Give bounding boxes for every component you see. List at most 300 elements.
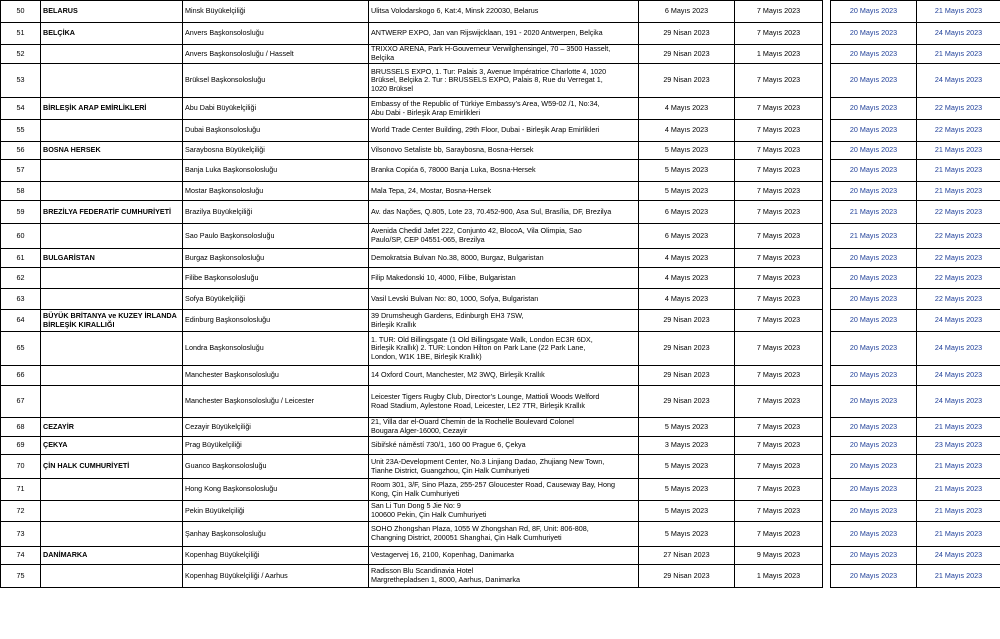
table-row bbox=[1, 201, 1000, 224]
date-cell-4: 21 Mayıs 2023 bbox=[917, 455, 1000, 479]
date-cell-3: 20 Mayıs 2023 bbox=[831, 182, 917, 201]
address-cell bbox=[369, 289, 639, 310]
spacer-cell bbox=[823, 98, 831, 120]
spacer-cell bbox=[823, 268, 831, 289]
spacer-cell bbox=[823, 310, 831, 332]
address-line: Mala Tepa, 24, Mostar, Bosna-Hersek bbox=[371, 185, 492, 195]
mission-cell: Brüksel Başkonsolosluğu bbox=[183, 64, 369, 98]
table-row bbox=[1, 249, 1000, 268]
start-date-cell: 29 Nisan 2023 bbox=[639, 45, 735, 64]
address-cell bbox=[369, 201, 639, 224]
table-row bbox=[1, 455, 1000, 479]
mission-cell: Şanhay Başkonsolosluğu bbox=[183, 522, 369, 547]
end-date-cell: 7 Mayıs 2023 bbox=[735, 332, 823, 366]
row-number-cell: 67 bbox=[1, 386, 41, 418]
address-line: Changning District, 200051 Shanghai, Çin Halk Cumhuriyeti bbox=[371, 533, 562, 542]
date-cell-3: 20 Mayıs 2023 bbox=[831, 45, 917, 64]
address-line: Embassy of the Republic of Türkiye Embassy’s Area, W59-02 /1, No:34, bbox=[371, 98, 600, 108]
address-cell bbox=[369, 142, 639, 160]
date-cell-3: 20 Mayıs 2023 bbox=[831, 565, 917, 588]
address-line: BRUSSELS EXPO, 1. Tur: Palais 3, Avenue Impératrice Charlotte 4, 1020 bbox=[371, 66, 607, 76]
address-line: SOHO Zhongshan Plaza, 1055 W Zhongshan Rd, 8F, Unit: 806-808, bbox=[371, 524, 589, 534]
table-row bbox=[1, 332, 1000, 366]
spacer-cell bbox=[823, 45, 831, 64]
address-line: Vilsonovo Setaliste bb, Saraybosna, Bosna-Hersek bbox=[371, 145, 534, 155]
address-line: Kong, Çin Halk Cumhuriyeti bbox=[371, 488, 460, 498]
address-line: 1. TUR: Old Billingsgate (1 Old Billingsgate Walk, London EC3R 6DX, bbox=[371, 334, 593, 344]
date-cell-4: 24 Mayıs 2023 bbox=[917, 547, 1000, 565]
row-number-cell: 68 bbox=[1, 418, 41, 437]
spacer-cell bbox=[823, 366, 831, 386]
address-line: TRIXXO ARENA, Park H-Gouverneur Verwilghensingel, 70 – 3500 Hasselt, bbox=[371, 44, 611, 54]
country-cell bbox=[41, 224, 183, 249]
date-cell-3: 21 Mayıs 2023 bbox=[831, 224, 917, 249]
country-cell: CEZAYİR bbox=[41, 418, 183, 437]
date-cell-4: 21 Mayıs 2023 bbox=[917, 45, 1000, 64]
start-date-cell: 29 Nisan 2023 bbox=[639, 565, 735, 588]
address-cell bbox=[369, 249, 639, 268]
country-cell bbox=[41, 386, 183, 418]
date-cell-3: 21 Mayıs 2023 bbox=[831, 201, 917, 224]
address-line: Branka Copića 6, 78000 Banja Luka, Bosna-Hersek bbox=[371, 165, 536, 175]
start-date-cell: 3 Mayıs 2023 bbox=[639, 437, 735, 455]
date-cell-3: 20 Mayıs 2023 bbox=[831, 366, 917, 386]
address-line: Bougara Alger-16000, Cezayir bbox=[371, 426, 468, 435]
spacer-cell bbox=[823, 522, 831, 547]
table-row bbox=[1, 142, 1000, 160]
address-cell bbox=[369, 1, 639, 23]
spacer-cell bbox=[823, 182, 831, 201]
spacer-cell bbox=[823, 386, 831, 418]
start-date-cell: 4 Mayıs 2023 bbox=[639, 268, 735, 289]
row-number-cell: 57 bbox=[1, 160, 41, 182]
address-line: Belçika bbox=[371, 53, 395, 62]
country-cell: BİRLEŞİK ARAP EMİRLİKLERİ bbox=[41, 98, 183, 120]
address-line: 14 Oxford Court, Manchester, M2 3WQ, Birleşik Krallık bbox=[371, 370, 545, 380]
start-date-cell: 6 Mayıs 2023 bbox=[639, 224, 735, 249]
address-cell bbox=[369, 224, 639, 249]
address-cell bbox=[369, 182, 639, 201]
date-cell-4: 22 Mayıs 2023 bbox=[917, 98, 1000, 120]
end-date-cell: 7 Mayıs 2023 bbox=[735, 455, 823, 479]
end-date-cell: 7 Mayıs 2023 bbox=[735, 289, 823, 310]
start-date-cell: 6 Mayıs 2023 bbox=[639, 1, 735, 23]
spacer-cell bbox=[823, 332, 831, 366]
end-date-cell: 7 Mayıs 2023 bbox=[735, 522, 823, 547]
mission-cell: Minsk Büyükelçiliği bbox=[183, 1, 369, 23]
spacer-cell bbox=[823, 120, 831, 142]
row-number-cell: 73 bbox=[1, 522, 41, 547]
date-cell-4: 21 Mayıs 2023 bbox=[917, 160, 1000, 182]
country-cell bbox=[41, 565, 183, 588]
row-number-cell: 62 bbox=[1, 268, 41, 289]
mission-cell: Manchester Başkonsolosluğu / Leicester bbox=[183, 386, 369, 418]
date-cell-3: 20 Mayıs 2023 bbox=[831, 437, 917, 455]
end-date-cell: 1 Mayıs 2023 bbox=[735, 45, 823, 64]
country-cell: BELARUS bbox=[41, 1, 183, 23]
date-cell-3: 20 Mayıs 2023 bbox=[831, 418, 917, 437]
spacer-cell bbox=[823, 64, 831, 98]
date-cell-4: 21 Mayıs 2023 bbox=[917, 182, 1000, 201]
start-date-cell: 5 Mayıs 2023 bbox=[639, 160, 735, 182]
table-row bbox=[1, 224, 1000, 249]
address-cell bbox=[369, 64, 639, 98]
mission-cell: Guanco Başkonsolosluğu bbox=[183, 455, 369, 479]
country-cell bbox=[41, 479, 183, 501]
mission-cell: Londra Başkonsolosluğu bbox=[183, 332, 369, 366]
row-number-cell: 64 bbox=[1, 310, 41, 332]
start-date-cell: 5 Mayıs 2023 bbox=[639, 479, 735, 501]
mission-cell: Burgaz Başkonsolosluğu bbox=[183, 249, 369, 268]
table-row bbox=[1, 1, 1000, 23]
address-cell bbox=[369, 120, 639, 142]
end-date-cell: 7 Mayıs 2023 bbox=[735, 418, 823, 437]
country-cell: BREZİLYA FEDERATİF CUMHURİYETİ bbox=[41, 201, 183, 224]
start-date-cell: 5 Mayıs 2023 bbox=[639, 455, 735, 479]
address-line: London, W1K 1BE, Birleşik Krallık) bbox=[371, 351, 482, 361]
mission-cell: Banja Luka Başkonsolosluğu bbox=[183, 160, 369, 182]
address-line: Birleşik Krallık) 2. TUR: London Hilton on Park Lane (22 Park Lane, bbox=[371, 343, 586, 353]
table-row bbox=[1, 45, 1000, 64]
address-line: 100600 Pekin, Çin Halk Cumhuriyeti bbox=[371, 510, 487, 519]
start-date-cell: 29 Nisan 2023 bbox=[639, 386, 735, 418]
row-number-cell: 70 bbox=[1, 455, 41, 479]
row-number-cell: 52 bbox=[1, 45, 41, 64]
mission-cell: Brazilya Büyükelçiliği bbox=[183, 201, 369, 224]
start-date-cell: 5 Mayıs 2023 bbox=[639, 418, 735, 437]
address-cell bbox=[369, 98, 639, 120]
row-number-cell: 63 bbox=[1, 289, 41, 310]
date-cell-4: 22 Mayıs 2023 bbox=[917, 120, 1000, 142]
table-body bbox=[1, 1, 1000, 588]
date-cell-3: 20 Mayıs 2023 bbox=[831, 98, 917, 120]
row-number-cell: 71 bbox=[1, 479, 41, 501]
address-cell bbox=[369, 522, 639, 547]
spacer-cell bbox=[823, 479, 831, 501]
row-number-cell: 61 bbox=[1, 249, 41, 268]
address-cell bbox=[369, 366, 639, 386]
mission-cell: Kopenhag Büyükelçiliği bbox=[183, 547, 369, 565]
spacer-cell bbox=[823, 418, 831, 437]
address-line: Margrethepladsen 1, 8000, Aarhus, Danimarka bbox=[371, 575, 521, 584]
date-cell-3: 20 Mayıs 2023 bbox=[831, 310, 917, 332]
mission-cell: Prag Büyükelçiliği bbox=[183, 437, 369, 455]
address-cell bbox=[369, 310, 639, 332]
spacer-cell bbox=[823, 23, 831, 45]
start-date-cell: 4 Mayıs 2023 bbox=[639, 120, 735, 142]
address-line: Radisson Blu Scandinavia Hotel bbox=[371, 566, 474, 576]
date-cell-4: 21 Mayıs 2023 bbox=[917, 565, 1000, 588]
row-number-cell: 59 bbox=[1, 201, 41, 224]
end-date-cell: 7 Mayıs 2023 bbox=[735, 120, 823, 142]
start-date-cell: 5 Mayıs 2023 bbox=[639, 501, 735, 522]
table-row bbox=[1, 310, 1000, 332]
date-cell-3: 20 Mayıs 2023 bbox=[831, 64, 917, 98]
row-number-cell: 50 bbox=[1, 1, 41, 23]
start-date-cell: 29 Nisan 2023 bbox=[639, 64, 735, 98]
address-line: 1020 Brüksel bbox=[371, 83, 413, 93]
country-cell bbox=[41, 268, 183, 289]
end-date-cell: 7 Mayıs 2023 bbox=[735, 182, 823, 201]
address-line: Vasil Levski Bulvarı No: 80, 1000, Sofya, Bulgaristan bbox=[371, 293, 539, 303]
address-cell bbox=[369, 268, 639, 289]
start-date-cell: 29 Nisan 2023 bbox=[639, 23, 735, 45]
date-cell-3: 20 Mayıs 2023 bbox=[831, 160, 917, 182]
end-date-cell: 7 Mayıs 2023 bbox=[735, 23, 823, 45]
country-cell bbox=[41, 289, 183, 310]
table-row bbox=[1, 268, 1000, 289]
mission-cell: Mostar Başkonsolosluğu bbox=[183, 182, 369, 201]
date-cell-4: 24 Mayıs 2023 bbox=[917, 386, 1000, 418]
date-cell-3: 20 Mayıs 2023 bbox=[831, 120, 917, 142]
date-cell-3: 20 Mayıs 2023 bbox=[831, 455, 917, 479]
end-date-cell: 7 Mayıs 2023 bbox=[735, 64, 823, 98]
table-row bbox=[1, 160, 1000, 182]
address-line: Vestagervej 16, 2100, Kopenhag, Danimarka bbox=[371, 550, 515, 560]
date-cell-3: 20 Mayıs 2023 bbox=[831, 479, 917, 501]
spacer-cell bbox=[823, 160, 831, 182]
row-number-cell: 72 bbox=[1, 501, 41, 522]
address-line: Paulo/SP, CEP 04551-065, Brezilya bbox=[371, 235, 485, 244]
table-row bbox=[1, 366, 1000, 386]
spacer-cell bbox=[823, 547, 831, 565]
address-cell bbox=[369, 547, 639, 565]
end-date-cell: 9 Mayıs 2023 bbox=[735, 547, 823, 565]
address-cell bbox=[369, 386, 639, 418]
address-line: Road Stadium, Aylestone Road, Leicester, LE2 7TR, Birleşik Krallık bbox=[371, 400, 585, 410]
row-number-cell: 65 bbox=[1, 332, 41, 366]
table-row bbox=[1, 501, 1000, 522]
date-cell-4: 21 Mayıs 2023 bbox=[917, 501, 1000, 522]
address-line: Sibiřské náměstí 730/1, 160 00 Prague 6, Çekya bbox=[371, 440, 526, 450]
country-cell: BELÇİKA bbox=[41, 23, 183, 45]
address-line: Room 301, 3/F, Sino Plaza, 255-257 Gloucester Road, Causeway Bay, Hong bbox=[371, 479, 615, 489]
row-number-cell: 54 bbox=[1, 98, 41, 120]
table-row bbox=[1, 547, 1000, 565]
row-number-cell: 69 bbox=[1, 437, 41, 455]
mission-cell: Edinburg Başkonsolosluğu bbox=[183, 310, 369, 332]
date-cell-4: 21 Mayıs 2023 bbox=[917, 142, 1000, 160]
address-cell bbox=[369, 332, 639, 366]
address-line: Brüksel, Belçika 2. Tur : BRUSSELS EXPO, Palais 8, Rue du Verregat 1, bbox=[371, 75, 603, 85]
address-line: Abu Dabi - Birleşik Arap Emirlikleri bbox=[371, 107, 481, 117]
date-cell-4: 24 Mayıs 2023 bbox=[917, 23, 1000, 45]
row-number-cell: 58 bbox=[1, 182, 41, 201]
date-cell-4: 24 Mayıs 2023 bbox=[917, 64, 1000, 98]
address-cell bbox=[369, 418, 639, 437]
date-cell-3: 20 Mayıs 2023 bbox=[831, 1, 917, 23]
spacer-cell bbox=[823, 455, 831, 479]
spacer-cell bbox=[823, 1, 831, 23]
address-line: World Trade Center Building, 29th Floor, Dubai - Birleşik Arap Emirlikleri bbox=[371, 125, 600, 135]
start-date-cell: 5 Mayıs 2023 bbox=[639, 182, 735, 201]
country-cell bbox=[41, 182, 183, 201]
spacer-cell bbox=[823, 201, 831, 224]
end-date-cell: 7 Mayıs 2023 bbox=[735, 160, 823, 182]
mission-cell: Pekin Büyükelçiliği bbox=[183, 501, 369, 522]
start-date-cell: 29 Nisan 2023 bbox=[639, 366, 735, 386]
row-number-cell: 51 bbox=[1, 23, 41, 45]
mission-cell: Dubai Başkonsolosluğu bbox=[183, 120, 369, 142]
date-cell-4: 21 Mayıs 2023 bbox=[917, 479, 1000, 501]
country-cell bbox=[41, 64, 183, 98]
row-number-cell: 56 bbox=[1, 142, 41, 160]
date-cell-4: 22 Mayıs 2023 bbox=[917, 224, 1000, 249]
spacer-cell bbox=[823, 224, 831, 249]
start-date-cell: 4 Mayıs 2023 bbox=[639, 249, 735, 268]
mission-cell: Filibe Başkonsolosluğu bbox=[183, 268, 369, 289]
date-cell-3: 20 Mayıs 2023 bbox=[831, 249, 917, 268]
table-row bbox=[1, 289, 1000, 310]
start-date-cell: 5 Mayıs 2023 bbox=[639, 522, 735, 547]
end-date-cell: 7 Mayıs 2023 bbox=[735, 310, 823, 332]
address-cell bbox=[369, 455, 639, 479]
mission-cell: Anvers Başkonsolosluğu / Hasselt bbox=[183, 45, 369, 64]
end-date-cell: 7 Mayıs 2023 bbox=[735, 501, 823, 522]
spacer-cell bbox=[823, 249, 831, 268]
end-date-cell: 7 Mayıs 2023 bbox=[735, 98, 823, 120]
date-cell-4: 23 Mayıs 2023 bbox=[917, 437, 1000, 455]
mission-cell: Abu Dabi Büyükelçiliği bbox=[183, 98, 369, 120]
country-cell bbox=[41, 501, 183, 522]
address-line: 21, Villa dar el-Ouard Chemin de la Rochelle Boulevard Colonel bbox=[371, 417, 574, 427]
end-date-cell: 7 Mayıs 2023 bbox=[735, 249, 823, 268]
start-date-cell: 29 Nisan 2023 bbox=[639, 310, 735, 332]
country-cell: BÜYÜK BRİTANYA ve KUZEY İRLANDA BİRLEŞİK KIRALLIĞI bbox=[41, 310, 183, 332]
address-cell bbox=[369, 565, 639, 588]
date-cell-4: 24 Mayıs 2023 bbox=[917, 366, 1000, 386]
country-cell bbox=[41, 522, 183, 547]
table-row bbox=[1, 522, 1000, 547]
row-number-cell: 74 bbox=[1, 547, 41, 565]
address-line: Leicester Tigers Rugby Club, Director’s Lounge, Mattioli Woods Welford bbox=[371, 391, 600, 401]
address-line: Birleşik Krallık bbox=[371, 319, 417, 329]
end-date-cell: 7 Mayıs 2023 bbox=[735, 268, 823, 289]
address-cell bbox=[369, 160, 639, 182]
date-cell-4: 24 Mayıs 2023 bbox=[917, 332, 1000, 366]
mission-cell: Saraybosna Büyükelçiliği bbox=[183, 142, 369, 160]
country-cell bbox=[41, 45, 183, 64]
date-cell-3: 20 Mayıs 2023 bbox=[831, 386, 917, 418]
country-cell bbox=[41, 366, 183, 386]
mission-cell: Kopenhag Büyükelçiliği / Aarhus bbox=[183, 565, 369, 588]
date-cell-3: 20 Mayıs 2023 bbox=[831, 23, 917, 45]
date-cell-3: 20 Mayıs 2023 bbox=[831, 142, 917, 160]
end-date-cell: 7 Mayıs 2023 bbox=[735, 142, 823, 160]
end-date-cell: 7 Mayıs 2023 bbox=[735, 201, 823, 224]
start-date-cell: 6 Mayıs 2023 bbox=[639, 201, 735, 224]
mission-cell: Sao Paulo Başkonsolosluğu bbox=[183, 224, 369, 249]
table-row bbox=[1, 120, 1000, 142]
address-cell bbox=[369, 45, 639, 64]
address-cell bbox=[369, 501, 639, 522]
row-number-cell: 66 bbox=[1, 366, 41, 386]
date-cell-3: 20 Mayıs 2023 bbox=[831, 522, 917, 547]
row-number-cell: 55 bbox=[1, 120, 41, 142]
start-date-cell: 5 Mayıs 2023 bbox=[639, 142, 735, 160]
date-cell-4: 24 Mayıs 2023 bbox=[917, 310, 1000, 332]
address-line: Tianhe District, Guangzhou, Çin Halk Cumhuriyeti bbox=[371, 465, 530, 475]
table-row bbox=[1, 418, 1000, 437]
date-cell-3: 20 Mayıs 2023 bbox=[831, 289, 917, 310]
address-line: Demokratsia Bulvarı No.38, 8000, Burgaz, Bulgaristan bbox=[371, 252, 544, 262]
date-cell-3: 20 Mayıs 2023 bbox=[831, 547, 917, 565]
country-cell bbox=[41, 160, 183, 182]
address-line: Filip Makedonski 10, 4000, Filibe, Bulgaristan bbox=[371, 272, 516, 282]
end-date-cell: 7 Mayıs 2023 bbox=[735, 386, 823, 418]
mission-cell: Manchester Başkonsolosluğu bbox=[183, 366, 369, 386]
table-row bbox=[1, 479, 1000, 501]
start-date-cell: 4 Mayıs 2023 bbox=[639, 98, 735, 120]
country-cell: ÇEKYA bbox=[41, 437, 183, 455]
address-line: Ulitsa Volodarskogo 6, Kat:4, Minsk 220030, Belarus bbox=[371, 6, 539, 16]
mission-cell: Anvers Başkonsolosluğu bbox=[183, 23, 369, 45]
address-line: Avenida Chedid Jafet 222, Conjunto 42, BlocoA, Vila Olimpia, Sao bbox=[371, 226, 582, 236]
table-row bbox=[1, 64, 1000, 98]
spacer-cell bbox=[823, 437, 831, 455]
end-date-cell: 7 Mayıs 2023 bbox=[735, 224, 823, 249]
mission-cell: Cezayir Büyükelçiliği bbox=[183, 418, 369, 437]
date-cell-4: 21 Mayıs 2023 bbox=[917, 418, 1000, 437]
date-cell-4: 22 Mayıs 2023 bbox=[917, 201, 1000, 224]
address-line: Av. das Nações, Q.805, Lote 23, 70.452-900, Asa Sul, Brasília, DF, Brezilya bbox=[371, 206, 612, 216]
country-cell: BOSNA HERSEK bbox=[41, 142, 183, 160]
end-date-cell: 7 Mayıs 2023 bbox=[735, 366, 823, 386]
table-row bbox=[1, 386, 1000, 418]
table-row bbox=[1, 437, 1000, 455]
spacer-cell bbox=[823, 501, 831, 522]
end-date-cell: 7 Mayıs 2023 bbox=[735, 1, 823, 23]
address-line: ANTWERP EXPO, Jan van Rijswijcklaan, 191 - 2020 Antwerpen, Belçika bbox=[371, 28, 603, 38]
end-date-cell: 1 Mayıs 2023 bbox=[735, 565, 823, 588]
start-date-cell: 4 Mayıs 2023 bbox=[639, 289, 735, 310]
date-cell-4: 21 Mayıs 2023 bbox=[917, 522, 1000, 547]
spacer-cell bbox=[823, 142, 831, 160]
country-cell bbox=[41, 332, 183, 366]
date-cell-4: 22 Mayıs 2023 bbox=[917, 268, 1000, 289]
end-date-cell: 7 Mayıs 2023 bbox=[735, 479, 823, 501]
address-cell bbox=[369, 437, 639, 455]
address-line: Unit 23A-Development Center, No.3 Linjiang Dadao, Zhujiang New Town, bbox=[371, 456, 605, 466]
spacer-cell bbox=[823, 289, 831, 310]
date-cell-4: 21 Mayıs 2023 bbox=[917, 1, 1000, 23]
country-cell: BULGARİSTAN bbox=[41, 249, 183, 268]
table-row bbox=[1, 98, 1000, 120]
mission-cell: Sofya Büyükelçiliği bbox=[183, 289, 369, 310]
address-line: San Li Tun Dong 5 Jie No: 9 bbox=[371, 501, 461, 511]
end-date-cell: 7 Mayıs 2023 bbox=[735, 437, 823, 455]
date-cell-4: 22 Mayıs 2023 bbox=[917, 289, 1000, 310]
row-number-cell: 53 bbox=[1, 64, 41, 98]
table-row bbox=[1, 23, 1000, 45]
date-cell-3: 20 Mayıs 2023 bbox=[831, 268, 917, 289]
table-row bbox=[1, 565, 1000, 588]
start-date-cell: 29 Nisan 2023 bbox=[639, 332, 735, 366]
mission-cell: Hong Kong Başkonsolosluğu bbox=[183, 479, 369, 501]
start-date-cell: 27 Nisan 2023 bbox=[639, 547, 735, 565]
address-cell bbox=[369, 479, 639, 501]
address-cell bbox=[369, 23, 639, 45]
country-cell bbox=[41, 120, 183, 142]
table-row bbox=[1, 182, 1000, 201]
address-line: 39 Drumsheugh Gardens, Edinburgh EH3 7SW, bbox=[371, 310, 524, 320]
date-cell-4: 22 Mayıs 2023 bbox=[917, 249, 1000, 268]
country-cell: DANİMARKA bbox=[41, 547, 183, 565]
row-number-cell: 60 bbox=[1, 224, 41, 249]
date-cell-3: 20 Mayıs 2023 bbox=[831, 332, 917, 366]
country-cell: ÇİN HALK CUMHURİYETİ bbox=[41, 455, 183, 479]
date-cell-3: 20 Mayıs 2023 bbox=[831, 501, 917, 522]
